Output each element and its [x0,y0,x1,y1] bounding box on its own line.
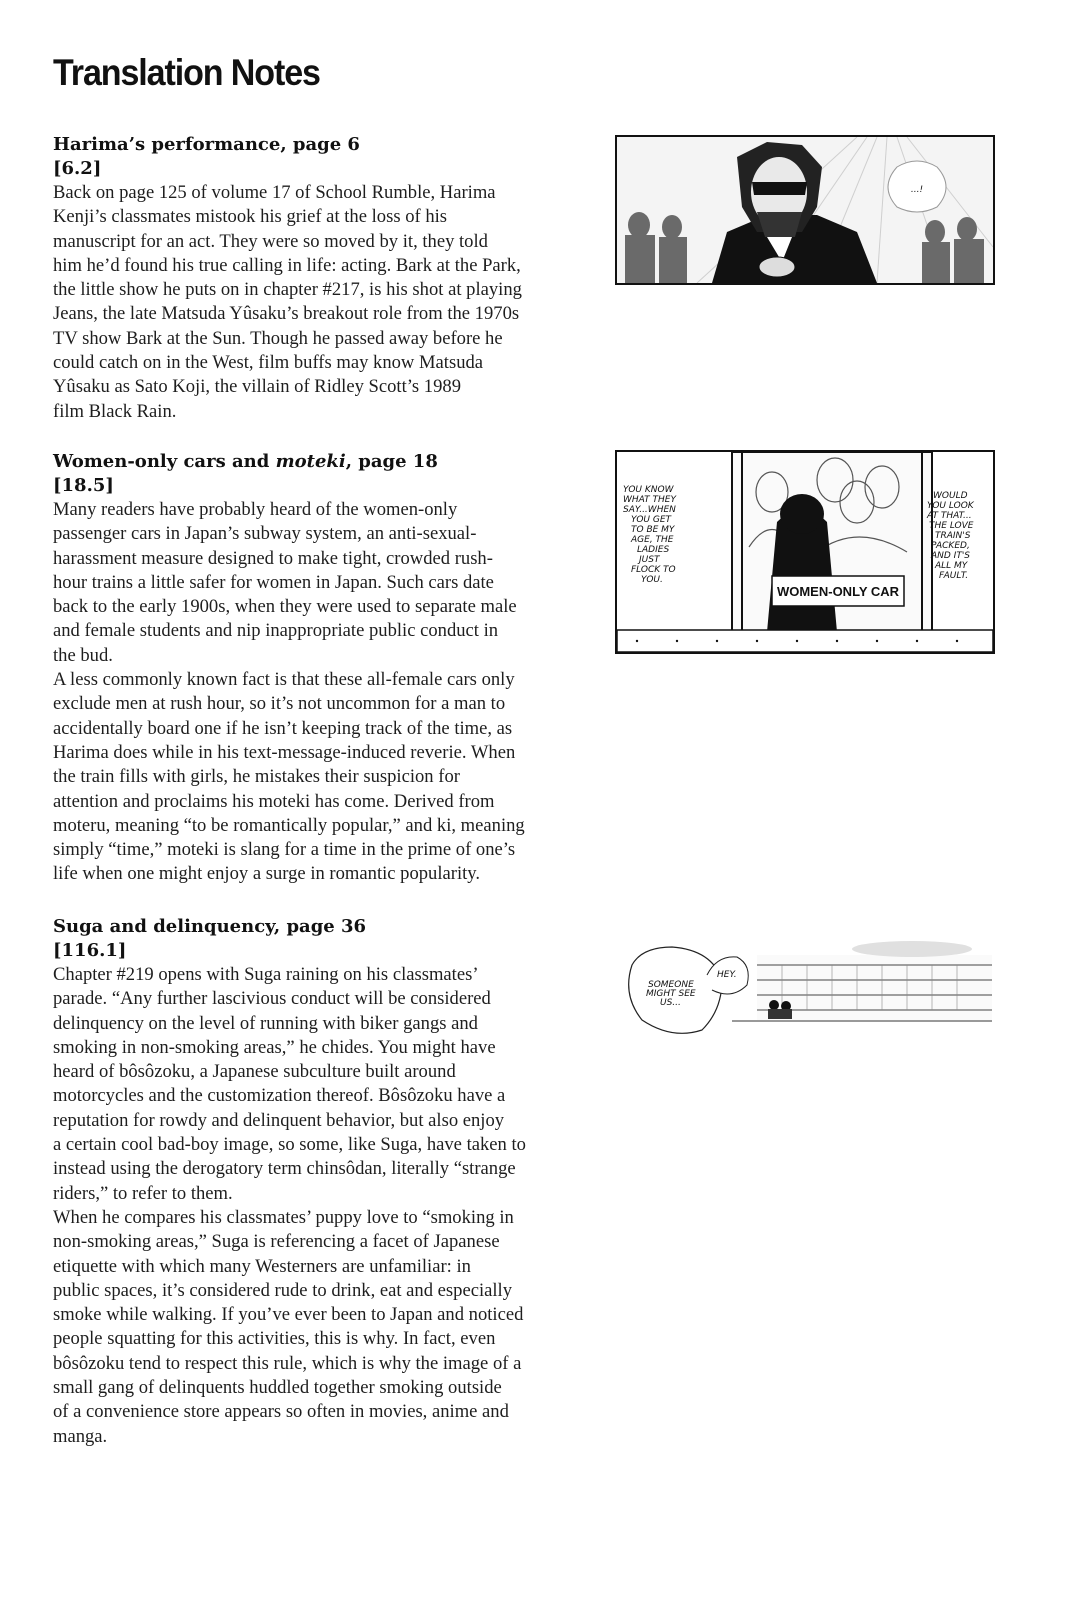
page-title: Translation Notes [53,52,320,93]
body-line: exclude men at rush hour, so it’s not uncommon for a man to [53,693,506,715]
note-heading [53,450,621,474]
note-heading: Harima’s performance, page 6 [53,134,360,155]
body-line: people squatting for this activities, this is why. In fact, even [53,1328,496,1350]
body-line: Yûsaku as Sato Koji, the villain of Ridley Scott’s 1989 [53,376,461,398]
body-line: manuscript for an act. They were so moved by it, they told [53,230,488,252]
note-reference: [116.1] [53,940,127,961]
train-illustration [617,452,993,652]
body-line: and female students and nip inappropriate public conduct in [53,620,499,642]
panel-sign: WOMEN-ONLY CAR [776,584,900,599]
body-line: When he compares his classmates’ puppy love to “smoking in [53,1206,514,1228]
body-line: could catch on in the West, film buffs may know Matsuda [53,352,484,374]
body-line: hour trains a little safer for women in Japan. Such cars date [53,571,494,593]
left-speech-text [623,485,677,585]
body-line: Chapter #219 opens with Suga raining on his classmates’ [53,964,479,985]
body-line: back to the early 1900s, when they were used to separate male [53,596,517,618]
body-line: film Black Rain. [53,400,177,422]
svg-text:YOU.: YOU. [641,575,663,585]
body-line: moteru, meaning “to be romantically popular,” and ki, meaning [53,814,525,836]
body-line: harassment measure designed to make tight, crowded rush- [53,547,493,569]
body-line: of a convenience store appears so often in movies, anime and [53,1401,509,1423]
body-line: etiquette with which many Westerners are unfamiliar: in [53,1255,471,1277]
body-line: motorcycles and the customization thereof. Bôsôzoku have a [53,1085,506,1107]
svg-text:ALL MY: ALL MY [935,561,968,571]
body-line: smoke while walking. If you’ve ever been to Japan and noticed [53,1304,524,1326]
body-line: riders,” to refer to them. [53,1182,233,1204]
note-body [53,181,621,424]
body-line: him he’d found his true calling in life: acting. Bark at the Park, [53,254,521,276]
svg-text:THE LOVE: THE LOVE [929,521,974,531]
panel-bubble-line: US... [660,998,681,1008]
body-line: Back on page 125 of volume 17 of School Rumble, Harima [53,182,496,203]
body-line: TV show Bark at the Sun. Though he passed away before he [53,327,503,349]
body-line: A less commonly known fact is that these all-female cars only [53,669,515,691]
school-building [732,941,992,1021]
manga-panel-suga [612,935,997,1050]
body-line: life when one might enjoy a surge in romantic popularity. [53,863,481,885]
body-line: reputation for rowdy and delinquent behavior, but also enjoy [53,1109,505,1131]
panel-caption: ...! [910,185,924,195]
svg-text:SAY...WHEN: SAY...WHEN [623,505,676,515]
svg-text:WOULD: WOULD [933,491,968,501]
panel-small-text: HEY. [717,970,737,980]
body-line: simply “time,” moteki is slang for a time in the prime of one’s [53,839,516,861]
note-women-only-cars [53,450,621,887]
body-line: parade. “Any further lascivious conduct will be considered [53,988,491,1010]
harima-illustration [617,137,993,283]
body-line: small gang of delinquents huddled together smoking outside [53,1377,502,1399]
body-line: non-smoking areas,” Suga is referencing a facet of Japanese [53,1231,500,1253]
body-line: public spaces, it’s considered rude to drink, eat and especially [53,1279,513,1301]
svg-text:AGE, THE: AGE, THE [631,535,674,545]
note-harima-performance [53,133,621,424]
heading-term: moteki [275,451,346,472]
svg-text:AT THAT...: AT THAT... [927,511,972,521]
body-line: the little show he puts on in chapter #217, is his shot at playing [53,279,522,301]
svg-text:PACKED,: PACKED, [931,541,970,551]
svg-text:FAULT.: FAULT. [939,571,969,581]
svg-text:WHAT THEY: WHAT THEY [623,495,676,505]
svg-text:YOU LOOK: YOU LOOK [927,501,974,511]
note-heading: Suga and delinquency, page 36 [53,916,367,937]
body-line: a certain cool bad-boy image, so some, like Suga, have taken to [53,1134,526,1156]
panel-bubble-line: MIGHT SEE [646,989,696,999]
svg-text:LADIES: LADIES [637,545,670,555]
body-line: smoking in non-smoking areas,” he chides. You might have [53,1036,496,1058]
body-line: Jeans, the late Matsuda Yûsaku’s breakout role from the 1970s [53,303,520,325]
body-line: passenger cars in Japan’s subway system, an anti-sexual- [53,523,477,545]
note-body [53,963,621,1449]
body-line: bôsôzoku tend to respect this rule, which is why the image of a [53,1352,522,1374]
body-line: instead using the derogatory term chinsôdan, literally “strange [53,1158,516,1180]
body-line: Harima does while in his text-message-induced reverie. When [53,741,516,763]
manga-panel-train [615,450,995,654]
body-line: the bud. [53,644,113,666]
body-line: accidentally board one if he isn’t keeping track of the time, as [53,717,513,739]
svg-text:YOU KNOW: YOU KNOW [623,485,674,495]
body-line: Kenji’s classmates mistook his grief at the loss of his [53,206,448,228]
body-line: the train fills with girls, he mistakes their suspicion for [53,766,460,788]
svg-text:JUST: JUST [639,555,660,565]
body-line: delinquency on the level of running with biker gangs and [53,1012,478,1034]
svg-text:AND IT'S: AND IT'S [931,551,971,561]
manga-panel-harima [615,135,995,285]
school-illustration [612,935,997,1050]
heading-text: , page 18 [345,451,438,472]
body-line: heard of bôsôzoku, a Japanese subculture built around [53,1061,456,1083]
svg-text:TRAIN'S: TRAIN'S [935,531,971,541]
svg-text:FLOCK TO: FLOCK TO [631,565,676,575]
svg-text:TO BE MY: TO BE MY [631,525,675,535]
svg-text:YOU GET: YOU GET [631,515,672,525]
note-reference: [6.2] [53,158,102,179]
note-suga-delinquency [53,915,621,1449]
body-line: attention and proclaims his moteki has come. Derived from [53,790,495,812]
body-line: manga. [53,1425,108,1447]
heading-text: Women-only cars and [53,451,276,472]
note-body [53,498,621,887]
panel-bubble-line: SOMEONE [648,980,694,990]
note-reference: [18.5] [53,475,114,496]
body-line: Many readers have probably heard of the women-only [53,499,458,520]
